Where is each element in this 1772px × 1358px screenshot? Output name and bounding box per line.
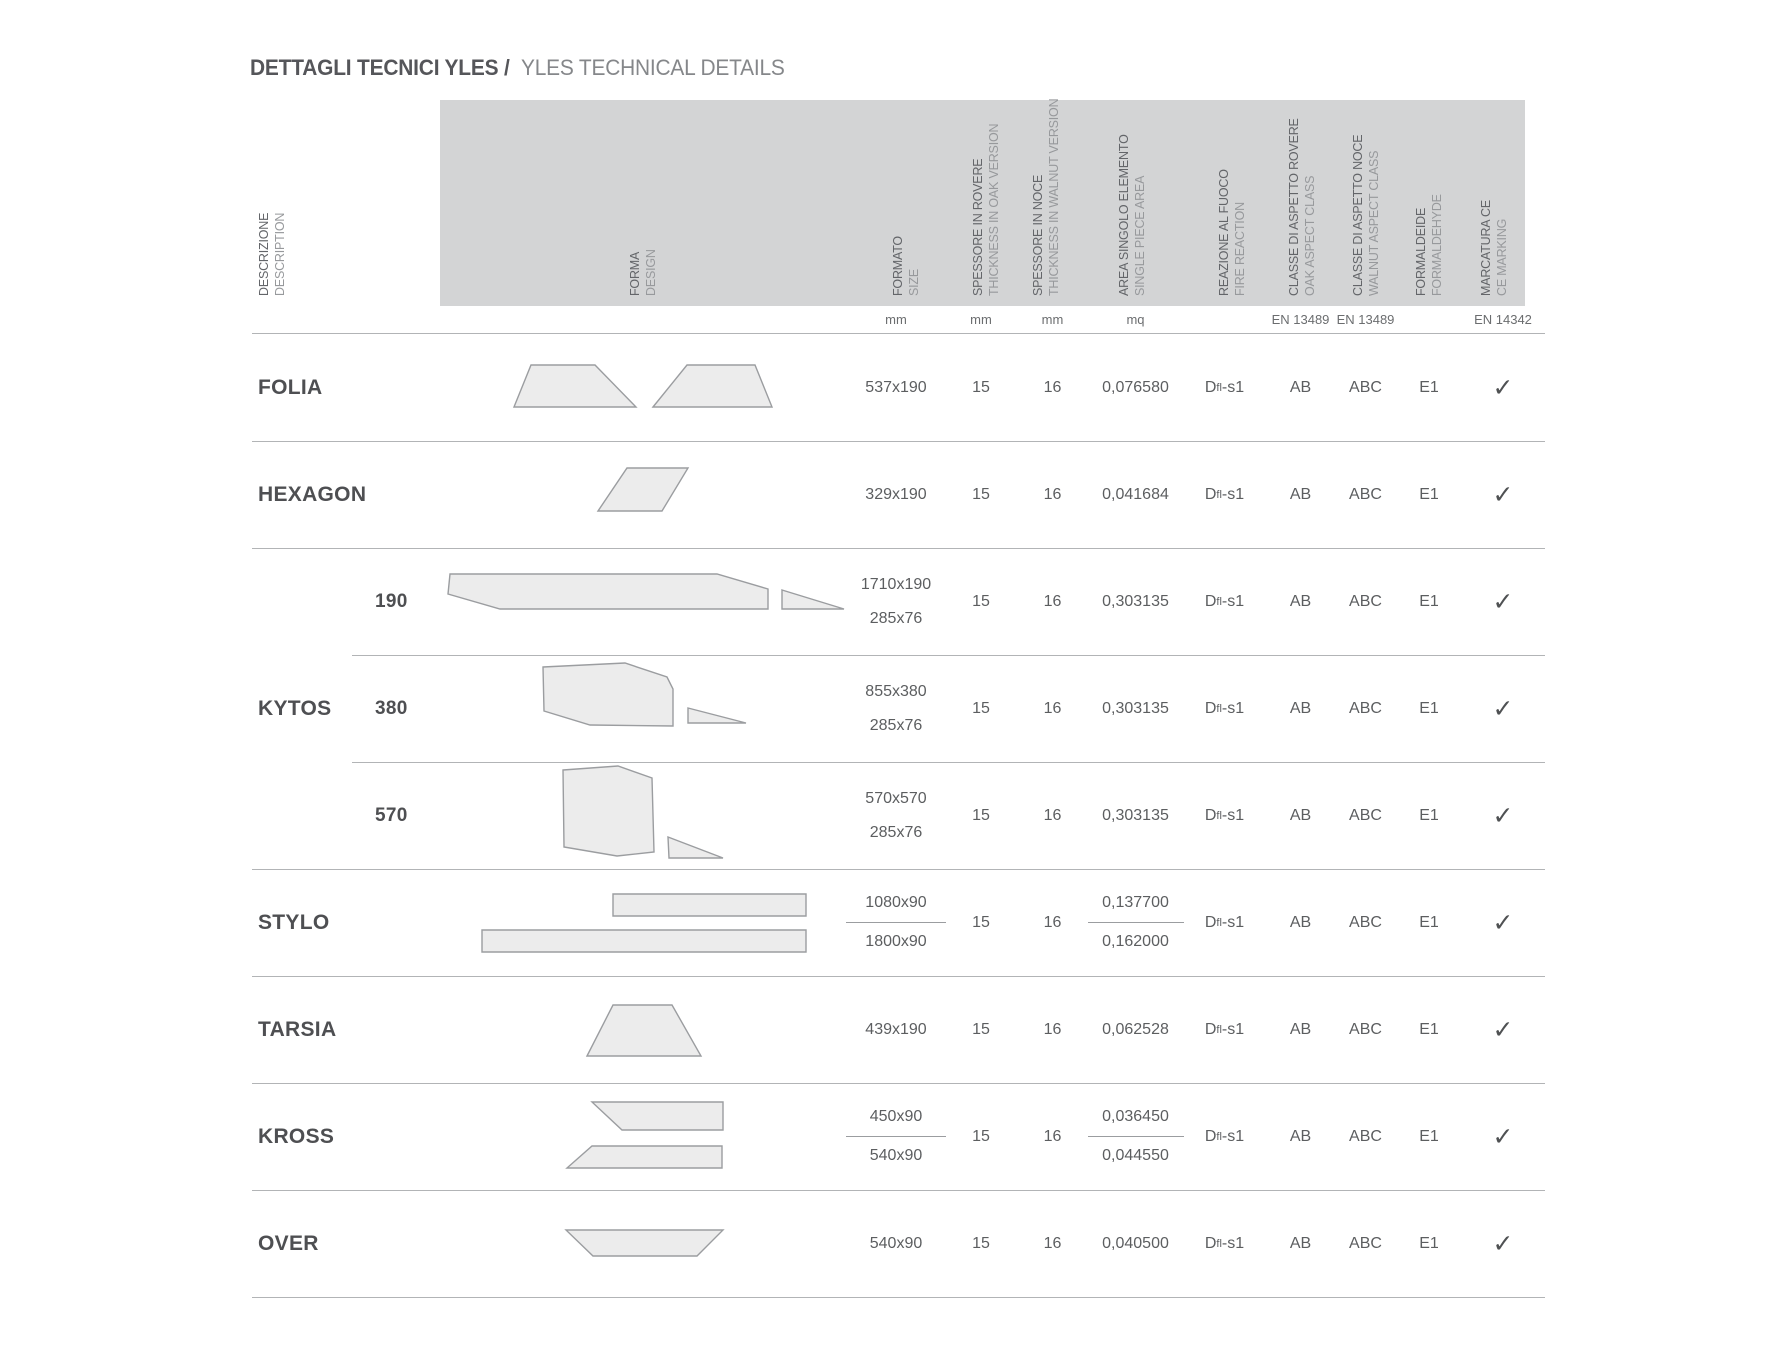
column-header-descrizione: DESCRIZIONE DESCRIPTION	[257, 212, 287, 296]
cell-formaldeide: E1	[1419, 485, 1439, 503]
ce-check-icon: ✓	[1492, 1229, 1514, 1258]
table-row-kytos-570	[252, 762, 1545, 869]
unit-classe-noce: EN 13489	[1336, 312, 1395, 327]
cell-classe-noce: ABC	[1349, 806, 1382, 824]
unit-spessore-rovere: mm	[970, 312, 992, 327]
cell-classe-rovere: AB	[1289, 378, 1312, 396]
cell-formato: 439x190	[865, 1020, 927, 1038]
cell-reazione: D fl -s1	[1204, 806, 1245, 824]
cell-formaldeide: E1	[1419, 378, 1439, 396]
cell-classe-noce: ABC	[1349, 1127, 1382, 1145]
cell-spessore-rovere: 15	[972, 485, 990, 503]
cell-area: 0,041684	[1102, 485, 1169, 503]
ce-check-icon: ✓	[1492, 1122, 1514, 1151]
cell-classe-rovere: AB	[1289, 1127, 1312, 1145]
table-row-hexagon	[252, 441, 1545, 548]
cell-reazione: D fl -s1	[1204, 913, 1245, 931]
table-row-kytos-190	[252, 548, 1545, 655]
area-divider	[1088, 1136, 1184, 1137]
unit-area: mq	[1126, 312, 1145, 327]
tarsia-shape-icon	[440, 976, 846, 1083]
cell-area: 0,303135	[1102, 592, 1169, 610]
unit-classe-rovere: EN 13489	[1271, 312, 1330, 327]
cell-reazione: D fl -s1	[1204, 485, 1245, 503]
cell-formato: 1710x190 285x76	[860, 575, 932, 627]
ce-check-icon: ✓	[1492, 373, 1514, 402]
cell-formaldeide: E1	[1419, 1020, 1439, 1038]
cell-spessore-noce: 16	[1043, 913, 1062, 931]
page-title	[250, 55, 785, 81]
cell-spessore-rovere: 15	[972, 1234, 990, 1252]
row-sub-label: 380	[375, 697, 408, 719]
row-label: TARSIA	[258, 1017, 337, 1041]
row-sub-label: 190	[375, 590, 408, 612]
column-header-area: AREA SINGOLO ELEMENTO SINGLE PIECE AREA	[1117, 134, 1147, 296]
cell-spessore-rovere: 15	[972, 378, 990, 396]
cell-reazione: D fl -s1	[1204, 699, 1245, 717]
unit-marcatura: EN 14342	[1474, 312, 1532, 327]
cell-classe-noce: ABC	[1349, 592, 1382, 610]
cell-formato: 855x380 285x76	[865, 682, 927, 734]
cell-spessore-noce: 16	[1043, 1234, 1062, 1252]
cell-area: 0,036450 0,044550	[1089, 1083, 1182, 1190]
page-title-primary: DETTAGLI TECNICI YLES /	[250, 55, 510, 80]
cell-spessore-noce: 16	[1043, 806, 1062, 824]
column-header-classe-rovere: CLASSE DI ASPETTO ROVERE OAK ASPECT CLASS	[1287, 118, 1317, 296]
cell-spessore-rovere: 15	[972, 1020, 990, 1038]
ce-check-icon: ✓	[1492, 480, 1514, 509]
cell-reazione: D fl -s1	[1204, 592, 1245, 610]
cell-classe-noce: ABC	[1349, 378, 1382, 396]
column-header-spessore-noce: SPESSORE IN NOCE THICKNESS IN WALNUT VERSION	[1031, 98, 1061, 296]
cell-classe-rovere: AB	[1289, 699, 1312, 717]
cell-spessore-rovere: 15	[972, 1127, 990, 1145]
kytos-380-shape-icon	[440, 655, 846, 762]
cell-classe-rovere: AB	[1289, 806, 1312, 824]
column-header-reazione: REAZIONE AL FUOCO FIRE REACTION	[1217, 169, 1247, 296]
column-header-formato: FORMATO SIZE	[891, 236, 921, 296]
cell-classe-rovere: AB	[1289, 913, 1312, 931]
kytos-570-shape-icon	[440, 762, 846, 869]
kross-shape-icon	[440, 1083, 846, 1190]
column-header-spessore-rovere: SPESSORE IN ROVERE THICKNESS IN OAK VERSION	[971, 123, 1001, 296]
hexagon-shape-icon	[440, 441, 846, 548]
cell-formato: 537x190	[865, 378, 927, 396]
table-row-stylo	[252, 869, 1545, 976]
cell-classe-rovere: AB	[1289, 1234, 1312, 1252]
ce-check-icon: ✓	[1492, 587, 1514, 616]
row-label: OVER	[258, 1231, 319, 1255]
table-row-kross	[252, 1083, 1545, 1190]
cell-formato: 540x90	[869, 1234, 923, 1252]
table-row-kytos-380	[252, 655, 1545, 762]
cell-classe-noce: ABC	[1349, 485, 1382, 503]
column-header-marcatura: MARCATURA CE CE MARKING	[1479, 200, 1509, 296]
cell-formaldeide: E1	[1419, 806, 1439, 824]
cell-formato: 1080x90 1800x90	[846, 869, 946, 976]
cell-classe-noce: ABC	[1349, 913, 1382, 931]
units-row	[252, 306, 1545, 334]
stylo-shape-icon	[440, 869, 846, 976]
cell-classe-noce: ABC	[1349, 699, 1382, 717]
row-label: KROSS	[258, 1124, 335, 1148]
ce-check-icon: ✓	[1492, 1015, 1514, 1044]
kytos-190-shape-icon	[440, 548, 846, 655]
cell-spessore-noce: 16	[1043, 1020, 1062, 1038]
row-sub-label: 570	[375, 804, 408, 826]
cell-formato: 450x90 540x90	[846, 1083, 946, 1190]
cell-classe-noce: ABC	[1349, 1234, 1382, 1252]
area-divider	[1088, 922, 1184, 923]
ce-check-icon: ✓	[1492, 801, 1514, 830]
cell-spessore-rovere: 15	[972, 592, 990, 610]
cell-reazione: D fl -s1	[1204, 378, 1245, 396]
cell-classe-rovere: AB	[1289, 592, 1312, 610]
cell-formaldeide: E1	[1419, 913, 1439, 931]
over-shape-icon	[440, 1190, 846, 1297]
row-label: HEXAGON	[258, 482, 367, 506]
column-header-formaldeide: FORMALDEIDE FORMALDEHYDE	[1414, 194, 1444, 296]
unit-spessore-noce: mm	[1041, 312, 1064, 327]
cell-formaldeide: E1	[1419, 699, 1439, 717]
cell-formaldeide: E1	[1419, 1127, 1439, 1145]
cell-formato: 329x190	[865, 485, 927, 503]
technical-details-table	[252, 100, 1545, 1297]
row-label: KYTOS	[258, 696, 332, 720]
ce-check-icon: ✓	[1492, 694, 1514, 723]
cell-area: 0,076580	[1102, 378, 1169, 396]
page-title-secondary: YLES TECHNICAL DETAILS	[520, 55, 785, 80]
cell-formaldeide: E1	[1419, 592, 1439, 610]
cell-spessore-noce: 16	[1043, 592, 1062, 610]
unit-formato: mm	[885, 312, 907, 327]
column-header-forma: FORMA DESIGN	[628, 249, 658, 296]
cell-reazione: D fl -s1	[1204, 1020, 1245, 1038]
cell-reazione: D fl -s1	[1204, 1127, 1245, 1145]
table-row-over	[252, 1190, 1545, 1297]
cell-spessore-noce: 16	[1043, 485, 1062, 503]
cell-area: 0,137700 0,162000	[1089, 869, 1182, 976]
cell-area: 0,303135	[1102, 699, 1169, 717]
cell-classe-noce: ABC	[1349, 1020, 1382, 1038]
cell-spessore-rovere: 15	[972, 806, 990, 824]
cell-reazione: D fl -s1	[1204, 1234, 1245, 1252]
cell-formato: 570x570 285x76	[865, 789, 927, 841]
formato-divider	[846, 1136, 946, 1137]
column-header-classe-noce: CLASSE DI ASPETTO NOCE WALNUT ASPECT CLASS	[1351, 134, 1381, 296]
table-header	[252, 100, 1545, 306]
table-row-folia	[252, 334, 1545, 441]
formato-divider	[846, 922, 946, 923]
row-label: STYLO	[258, 910, 330, 934]
cell-spessore-rovere: 15	[972, 699, 990, 717]
cell-area: 0,062528	[1102, 1020, 1169, 1038]
cell-formaldeide: E1	[1419, 1234, 1439, 1252]
cell-classe-rovere: AB	[1289, 485, 1312, 503]
cell-spessore-noce: 16	[1043, 1127, 1062, 1145]
cell-spessore-noce: 16	[1043, 699, 1062, 717]
table-row-tarsia	[252, 976, 1545, 1083]
cell-spessore-rovere: 15	[972, 913, 990, 931]
cell-classe-rovere: AB	[1289, 1020, 1312, 1038]
folia-shape-icon	[440, 334, 846, 441]
ce-check-icon: ✓	[1492, 908, 1514, 937]
cell-spessore-noce: 16	[1043, 378, 1062, 396]
row-label: FOLIA	[258, 375, 323, 399]
cell-area: 0,040500	[1102, 1234, 1169, 1252]
cell-area: 0,303135	[1102, 806, 1169, 824]
